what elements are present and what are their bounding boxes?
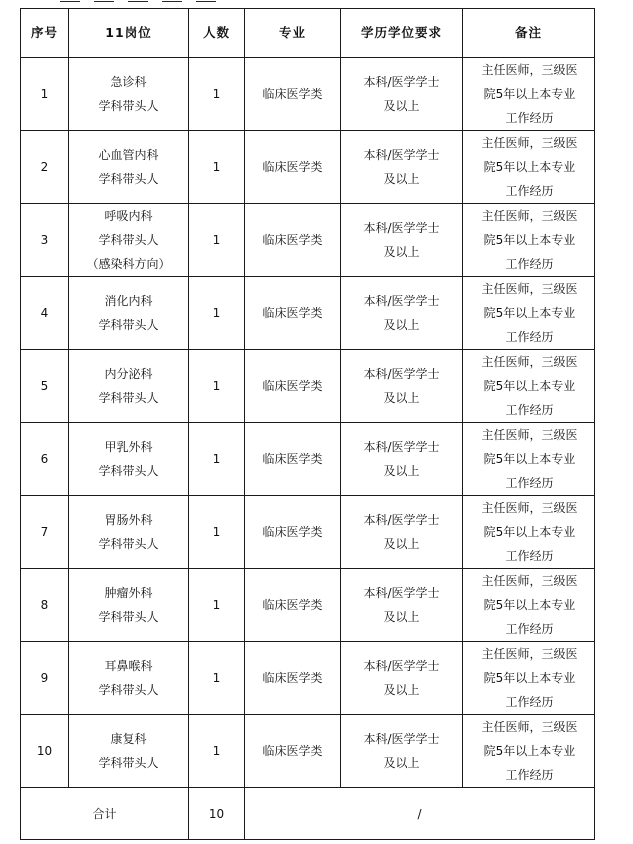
education-line: 及以上 xyxy=(383,245,420,259)
post-line: 学科带头人 xyxy=(98,391,159,405)
row-note xyxy=(463,350,595,423)
row-major: 临床医学类 xyxy=(245,715,341,788)
education-line: 及以上 xyxy=(383,318,420,332)
row-note xyxy=(463,277,595,350)
row-note xyxy=(463,642,595,715)
note-line: 主任医师，三级医 xyxy=(481,647,578,661)
education-line: 及以上 xyxy=(383,391,420,405)
row-note xyxy=(463,204,595,277)
recruitment-table xyxy=(20,8,595,840)
header-note: 备注 xyxy=(463,9,595,58)
row-count: 1 xyxy=(189,350,245,423)
row-post xyxy=(69,204,189,277)
note-line: 工作经历 xyxy=(505,257,554,271)
row-major: 临床医学类 xyxy=(245,496,341,569)
cropped-heading-fragment xyxy=(60,0,300,2)
row-major: 临床医学类 xyxy=(245,350,341,423)
post-line: 甲乳外科 xyxy=(104,440,153,454)
note-line: 主任医师，三级医 xyxy=(481,209,578,223)
row-note xyxy=(463,58,595,131)
education-line: 及以上 xyxy=(383,683,420,697)
row-post xyxy=(69,277,189,350)
row-note xyxy=(463,423,595,496)
note-line: 主任医师，三级医 xyxy=(481,136,578,150)
education-line: 本科/医学学士 xyxy=(363,221,440,235)
note-line: 主任医师，三级医 xyxy=(481,428,578,442)
table-row xyxy=(21,131,595,204)
note-line: 院5年以上本专业 xyxy=(483,160,576,174)
table-row xyxy=(21,496,595,569)
note-line: 院5年以上本专业 xyxy=(483,306,576,320)
table-row xyxy=(21,569,595,642)
row-post xyxy=(69,715,189,788)
row-seq: 5 xyxy=(21,350,69,423)
row-education xyxy=(341,204,463,277)
row-count: 1 xyxy=(189,277,245,350)
row-seq: 10 xyxy=(21,715,69,788)
row-note xyxy=(463,131,595,204)
header-education: 学历学位要求 xyxy=(341,9,463,58)
row-post xyxy=(69,350,189,423)
note-line: 院5年以上本专业 xyxy=(483,525,576,539)
row-seq: 1 xyxy=(21,58,69,131)
row-education xyxy=(341,423,463,496)
post-line: 学科带头人 xyxy=(98,172,159,186)
post-line: 学科带头人 xyxy=(98,464,159,478)
row-seq: 8 xyxy=(21,569,69,642)
note-line: 工作经历 xyxy=(505,768,554,782)
post-line: 学科带头人 xyxy=(98,610,159,624)
note-line: 主任医师，三级医 xyxy=(481,501,578,515)
note-line: 院5年以上本专业 xyxy=(483,598,576,612)
row-education xyxy=(341,131,463,204)
education-line: 及以上 xyxy=(383,464,420,478)
row-note xyxy=(463,715,595,788)
total-count: 10 xyxy=(189,788,245,840)
post-line: 呼吸内科 xyxy=(104,209,153,223)
row-count: 1 xyxy=(189,58,245,131)
post-line: 学科带头人 xyxy=(98,756,159,770)
post-line: 学科带头人 xyxy=(98,233,159,247)
education-line: 及以上 xyxy=(383,99,420,113)
row-post xyxy=(69,423,189,496)
post-line: （感染科方向） xyxy=(86,257,171,271)
header-post: 11岗位 xyxy=(69,9,189,58)
education-line: 及以上 xyxy=(383,537,420,551)
table-row xyxy=(21,642,595,715)
post-line: 内分泌科 xyxy=(104,367,153,381)
table-row xyxy=(21,423,595,496)
row-major: 临床医学类 xyxy=(245,642,341,715)
note-line: 院5年以上本专业 xyxy=(483,452,576,466)
education-line: 及以上 xyxy=(383,172,420,186)
education-line: 本科/医学学士 xyxy=(363,148,440,162)
row-post xyxy=(69,58,189,131)
header-count: 人数 xyxy=(189,9,245,58)
row-note xyxy=(463,569,595,642)
note-line: 院5年以上本专业 xyxy=(483,744,576,758)
row-count: 1 xyxy=(189,423,245,496)
row-major: 临床医学类 xyxy=(245,204,341,277)
row-count: 1 xyxy=(189,496,245,569)
total-rest: / xyxy=(245,788,595,840)
header-seq: 序号 xyxy=(21,9,69,58)
note-line: 工作经历 xyxy=(505,695,554,709)
education-line: 本科/医学学士 xyxy=(363,513,440,527)
post-line: 胃肠外科 xyxy=(104,513,153,527)
note-line: 院5年以上本专业 xyxy=(483,87,576,101)
row-count: 1 xyxy=(189,642,245,715)
note-line: 工作经历 xyxy=(505,622,554,636)
row-seq: 4 xyxy=(21,277,69,350)
row-education xyxy=(341,58,463,131)
post-line: 消化内科 xyxy=(104,294,153,308)
row-education xyxy=(341,496,463,569)
row-major: 临床医学类 xyxy=(245,569,341,642)
row-major: 临床医学类 xyxy=(245,58,341,131)
row-count: 1 xyxy=(189,569,245,642)
row-education xyxy=(341,642,463,715)
education-line: 本科/医学学士 xyxy=(363,294,440,308)
note-line: 主任医师，三级医 xyxy=(481,574,578,588)
table-header-row xyxy=(21,9,595,58)
education-line: 本科/医学学士 xyxy=(363,586,440,600)
post-line: 康复科 xyxy=(110,732,147,746)
education-line: 本科/医学学士 xyxy=(363,367,440,381)
row-seq: 2 xyxy=(21,131,69,204)
education-line: 本科/医学学士 xyxy=(363,659,440,673)
row-post xyxy=(69,496,189,569)
total-row xyxy=(21,788,595,840)
row-major: 临床医学类 xyxy=(245,131,341,204)
post-line: 肿瘤外科 xyxy=(104,586,153,600)
row-count: 1 xyxy=(189,715,245,788)
row-major: 临床医学类 xyxy=(245,423,341,496)
note-line: 主任医师，三级医 xyxy=(481,355,578,369)
education-line: 及以上 xyxy=(383,610,420,624)
row-education xyxy=(341,350,463,423)
row-seq: 3 xyxy=(21,204,69,277)
row-major: 临床医学类 xyxy=(245,277,341,350)
row-note xyxy=(463,496,595,569)
table-row xyxy=(21,277,595,350)
row-education xyxy=(341,277,463,350)
note-line: 工作经历 xyxy=(505,549,554,563)
note-line: 主任医师，三级医 xyxy=(481,63,578,77)
row-education xyxy=(341,715,463,788)
education-line: 本科/医学学士 xyxy=(363,75,440,89)
education-line: 及以上 xyxy=(383,756,420,770)
row-seq: 7 xyxy=(21,496,69,569)
note-line: 主任医师，三级医 xyxy=(481,282,578,296)
row-post xyxy=(69,642,189,715)
post-line: 学科带头人 xyxy=(98,99,159,113)
education-line: 本科/医学学士 xyxy=(363,732,440,746)
note-line: 工作经历 xyxy=(505,184,554,198)
note-line: 院5年以上本专业 xyxy=(483,379,576,393)
table-row xyxy=(21,58,595,131)
row-post xyxy=(69,131,189,204)
note-line: 院5年以上本专业 xyxy=(483,671,576,685)
table-row xyxy=(21,204,595,277)
table-row xyxy=(21,715,595,788)
total-label: 合计 xyxy=(21,788,189,840)
row-count: 1 xyxy=(189,131,245,204)
row-seq: 9 xyxy=(21,642,69,715)
post-line: 心血管内科 xyxy=(98,148,159,162)
note-line: 主任医师，三级医 xyxy=(481,720,578,734)
note-line: 工作经历 xyxy=(505,476,554,490)
post-line: 学科带头人 xyxy=(98,683,159,697)
education-line: 本科/医学学士 xyxy=(363,440,440,454)
note-line: 院5年以上本专业 xyxy=(483,233,576,247)
row-count: 1 xyxy=(189,204,245,277)
post-line: 耳鼻喉科 xyxy=(104,659,153,673)
post-line: 急诊科 xyxy=(110,75,147,89)
post-line: 学科带头人 xyxy=(98,537,159,551)
post-line: 学科带头人 xyxy=(98,318,159,332)
header-major: 专业 xyxy=(245,9,341,58)
row-post xyxy=(69,569,189,642)
row-seq: 6 xyxy=(21,423,69,496)
note-line: 工作经历 xyxy=(505,403,554,417)
row-education xyxy=(341,569,463,642)
note-line: 工作经历 xyxy=(505,111,554,125)
table-row xyxy=(21,350,595,423)
note-line: 工作经历 xyxy=(505,330,554,344)
